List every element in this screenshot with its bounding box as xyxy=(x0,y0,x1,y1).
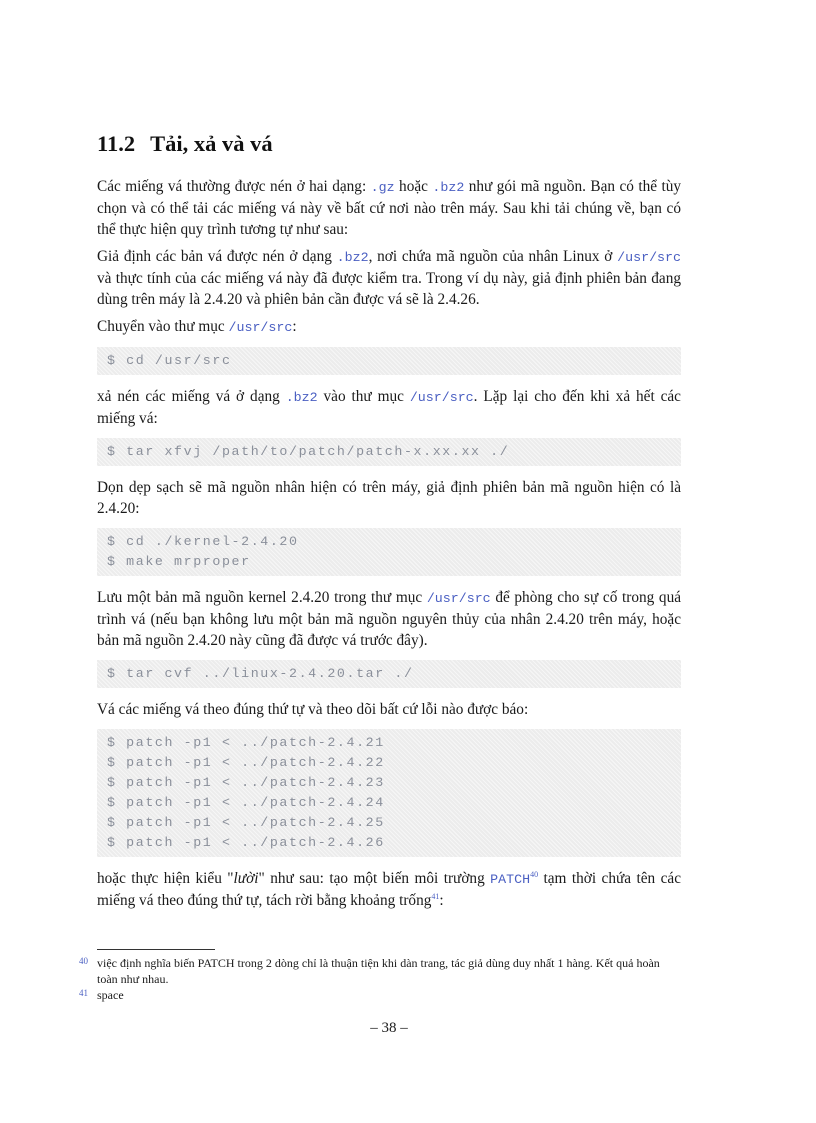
text: để phòng cho sự cố trong quá trình vá (nếu bạn không lưu một bản mã nguồn nguyên thủy của nhân 2.4.20 trên máy, hoặc bản mã nguồn 2.4.20 này cũng đã được vá trước đây). xyxy=(97,589,682,649)
code-line: $ cd ./kernel-2.4.20 xyxy=(107,534,299,549)
text: , nơi chứa mã nguồn của nhân Linux ở xyxy=(368,248,618,265)
code-line: $ cd /usr/src xyxy=(107,353,232,368)
text: như gói mã nguồn. Bạn có thể tùy chọn và có thể tải các miếng vá này về bất cứ nơi nào trên máy. Sau khi tải chúng về, bạn có thể thực hiện quy trình tương tự như sau: xyxy=(97,178,682,238)
footnote-ref-40[interactable]: 40 xyxy=(530,869,539,879)
section-number: 11.2 xyxy=(97,131,136,156)
paragraph-4 xyxy=(97,386,681,429)
code-line: $ patch -p1 < ../patch-2.4.24 xyxy=(107,795,385,810)
emphasis: lười xyxy=(233,870,259,887)
code-block-tar-backup xyxy=(97,660,681,688)
footnote-number: 40 xyxy=(79,956,88,966)
text: và thực tính của các miếng vá này đã được kiểm tra. Trong ví dụ này, giả định phiên bản đang dùng trên máy là 2.4.20 và phiên bản cần được vá sẽ là 2.4.26. xyxy=(97,270,681,308)
inline-code: .gz xyxy=(370,180,395,195)
footnotes xyxy=(79,949,681,1003)
text: Giả định các bản vá được nén ở dạng xyxy=(97,248,337,265)
code-line: $ patch -p1 < ../patch-2.4.21 xyxy=(107,735,385,750)
page xyxy=(79,0,682,1123)
text: xả nén các miếng vá ở dạng xyxy=(97,388,286,405)
inline-code: /usr/src xyxy=(617,250,681,265)
code-line: $ patch -p1 < ../patch-2.4.25 xyxy=(107,815,385,830)
text: Chuyển vào thư mục xyxy=(97,318,229,335)
code-line: $ patch -p1 < ../patch-2.4.22 xyxy=(107,755,385,770)
section-title: Tải, xả và vá xyxy=(150,131,273,156)
text: " như sau: tạo một biến môi trường xyxy=(258,870,491,887)
code-block-tar-extract xyxy=(97,438,681,466)
inline-code: .bz2 xyxy=(285,390,318,405)
section-heading xyxy=(97,131,273,157)
footnote-41 xyxy=(79,987,681,1003)
text: hoặc thực hiện kiểu " xyxy=(97,870,234,887)
code-line: $ tar xfvj /path/to/patch/patch-x.xx.xx ./ xyxy=(107,444,510,459)
body-text xyxy=(97,176,681,917)
footnote-text: space xyxy=(97,988,124,1002)
text: Lưu một bản mã nguồn kernel 2.4.20 trong thư mục xyxy=(97,589,427,606)
footnote-rule xyxy=(97,949,215,950)
code-line: $ tar cvf ../linux-2.4.20.tar ./ xyxy=(107,666,414,681)
paragraph-5: Dọn dẹp sạch sẽ mã nguồn nhân hiện có trên máy, giả định phiên bản mã nguồn hiện có là 2.4.20: xyxy=(97,479,681,517)
inline-code: /usr/src xyxy=(409,390,474,405)
code-line: $ patch -p1 < ../patch-2.4.26 xyxy=(107,835,385,850)
code-line: $ patch -p1 < ../patch-2.4.23 xyxy=(107,775,385,790)
inline-code: /usr/src xyxy=(426,591,491,606)
text: : xyxy=(439,892,444,909)
footnote-40 xyxy=(79,955,681,987)
text: vào thư mục xyxy=(317,388,410,405)
paragraph-6 xyxy=(97,587,681,651)
footnote-text: việc định nghĩa biến PATCH trong 2 dòng chỉ là thuận tiện khi dàn trang, tác giả dùng duy nhất 1 hàng. Kết quả hoàn toàn như nhau. xyxy=(97,956,660,986)
page-number: – 38 – xyxy=(370,1020,408,1036)
text: Các miếng vá thường được nén ở hai dạng: xyxy=(97,178,371,195)
paragraph-1 xyxy=(97,176,681,240)
code-block-mrproper xyxy=(97,528,681,576)
inline-code: .bz2 xyxy=(336,250,369,265)
paragraph-2 xyxy=(97,246,681,310)
paragraph-3 xyxy=(97,316,681,338)
footnote-number: 41 xyxy=(79,988,88,998)
text: hoặc xyxy=(394,178,433,195)
paragraph-7: Vá các miếng vá theo đúng thứ tự và theo dõi bất cứ lỗi nào được báo: xyxy=(97,701,529,718)
inline-code: /usr/src xyxy=(228,320,293,335)
code-line: $ make mrproper xyxy=(107,554,251,569)
paragraph-8 xyxy=(97,868,681,911)
text: : xyxy=(292,318,297,335)
code-block-patches xyxy=(97,729,681,857)
text: tạm thời chứa tên các miếng vá theo đúng thứ tự, tách rời bằng khoảng trống xyxy=(97,870,681,909)
footnote-ref-41[interactable]: 41 xyxy=(431,891,440,901)
inline-code: PATCH xyxy=(490,872,531,887)
text: . Lặp lại cho đến khi xả hết các miếng vá: xyxy=(97,388,681,427)
code-block-cd xyxy=(97,347,681,375)
inline-code: .bz2 xyxy=(432,180,465,195)
